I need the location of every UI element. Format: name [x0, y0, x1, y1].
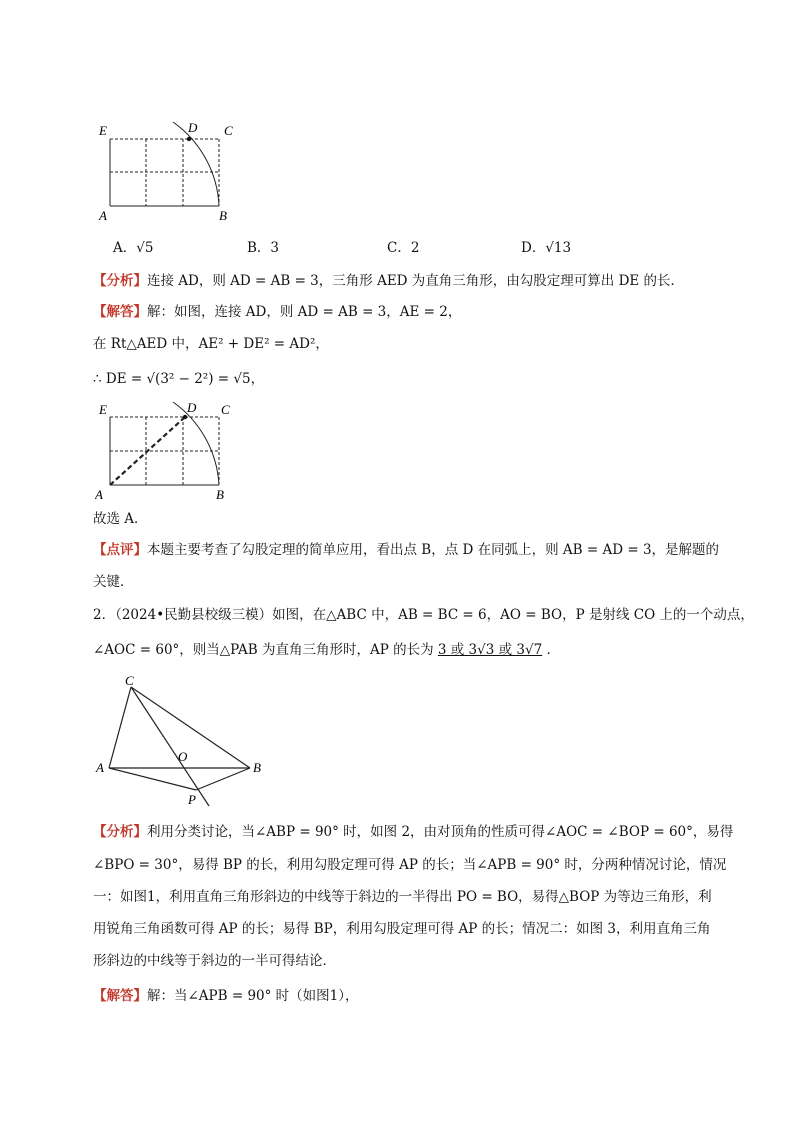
q1-analysis: 【分析】连接 AD，则 AD = AB = 3，三角形 AED 为直角三角形，由勾股定理可算出 DE 的长． — [93, 273, 685, 289]
q2-stem-line2: ∠AOC = 60°，则当△PAB 为直角三角形时，AP 的长为 3 或 3√3 或 3√7 ． — [93, 642, 561, 658]
q2-analysis-2: ∠BPO = 30°，易得 BP 的长，利用勾股定理可得 AP 的长；当∠APB = 90° 时，分两种情况讨论，情况 — [93, 857, 727, 873]
label-B: B — [253, 760, 261, 775]
q2-solution: 【解答】解：当∠APB = 90° 时（如图1）， — [93, 988, 359, 1004]
label-O: O — [178, 749, 188, 764]
label-B: B — [216, 487, 224, 502]
label-C: C — [125, 673, 134, 688]
q1-step2: ∴ DE = √(3² − 2²) = √5， — [93, 371, 265, 387]
label-A: A — [95, 487, 103, 502]
q2-stem-line1: 2．（2024•民勤县校级三模）如图，在△ABC 中，AB = BC = 6，AO = BO，P 是射线 CO 上的一个动点， — [93, 607, 754, 623]
label-A: A — [99, 208, 107, 223]
q2-analysis-3: 一：如图1，利用直角三角形斜边的中线等于斜边的一半得出 PO = BO，易得△BOP 为等边三角形，利 — [93, 889, 712, 905]
figure-triangle — [93, 673, 273, 813]
option-c: C．2 — [387, 240, 420, 256]
option-d: D．√13 — [521, 240, 572, 256]
option-a: A．√5 — [113, 240, 154, 256]
q2-analysis-1: 【分析】利用分类讨论，当∠ABP = 90° 时，如图 2，由对顶角的性质可得∠AOC = ∠BOP = 60°，易得 — [93, 824, 734, 840]
q2-analysis-5: 形斜边的中线等于斜边的一半可得结论． — [93, 953, 336, 969]
figure-grid-1 — [95, 118, 245, 224]
label-B: B — [219, 208, 227, 223]
label-A: A — [96, 760, 104, 775]
q1-solution: 【解答】解：如图，连接 AD，则 AD = AB = 3，AE = 2， — [93, 304, 462, 320]
q1-step1: 在 Rt△AED 中，AE² + DE² = AD²， — [93, 336, 329, 352]
label-P: P — [188, 792, 196, 807]
option-b: B．3 — [247, 240, 280, 256]
q1-conclusion: 故选 A． — [93, 511, 148, 527]
q2-answer: 3 或 3√3 或 3√7 — [437, 642, 543, 658]
label-D: D — [188, 120, 198, 135]
label-E: E — [99, 402, 107, 417]
q1-comment-cont: 关键． — [93, 574, 134, 590]
label-C: C — [224, 123, 233, 138]
q2-analysis-4: 用锐角三角函数可得 AP 的长；易得 BP，利用勾股定理可得 AP 的长；情况二：如图 3，利用直角三角 — [93, 921, 711, 937]
q1-comment: 【点评】本题主要考查了勾股定理的简单应用，看出点 B，点 D 在同弧上，则 AB = AD = 3，是解题的 — [93, 542, 720, 558]
label-E: E — [99, 123, 107, 138]
label-D: D — [187, 400, 197, 415]
figure-grid-2 — [95, 400, 245, 506]
label-C: C — [221, 402, 230, 417]
